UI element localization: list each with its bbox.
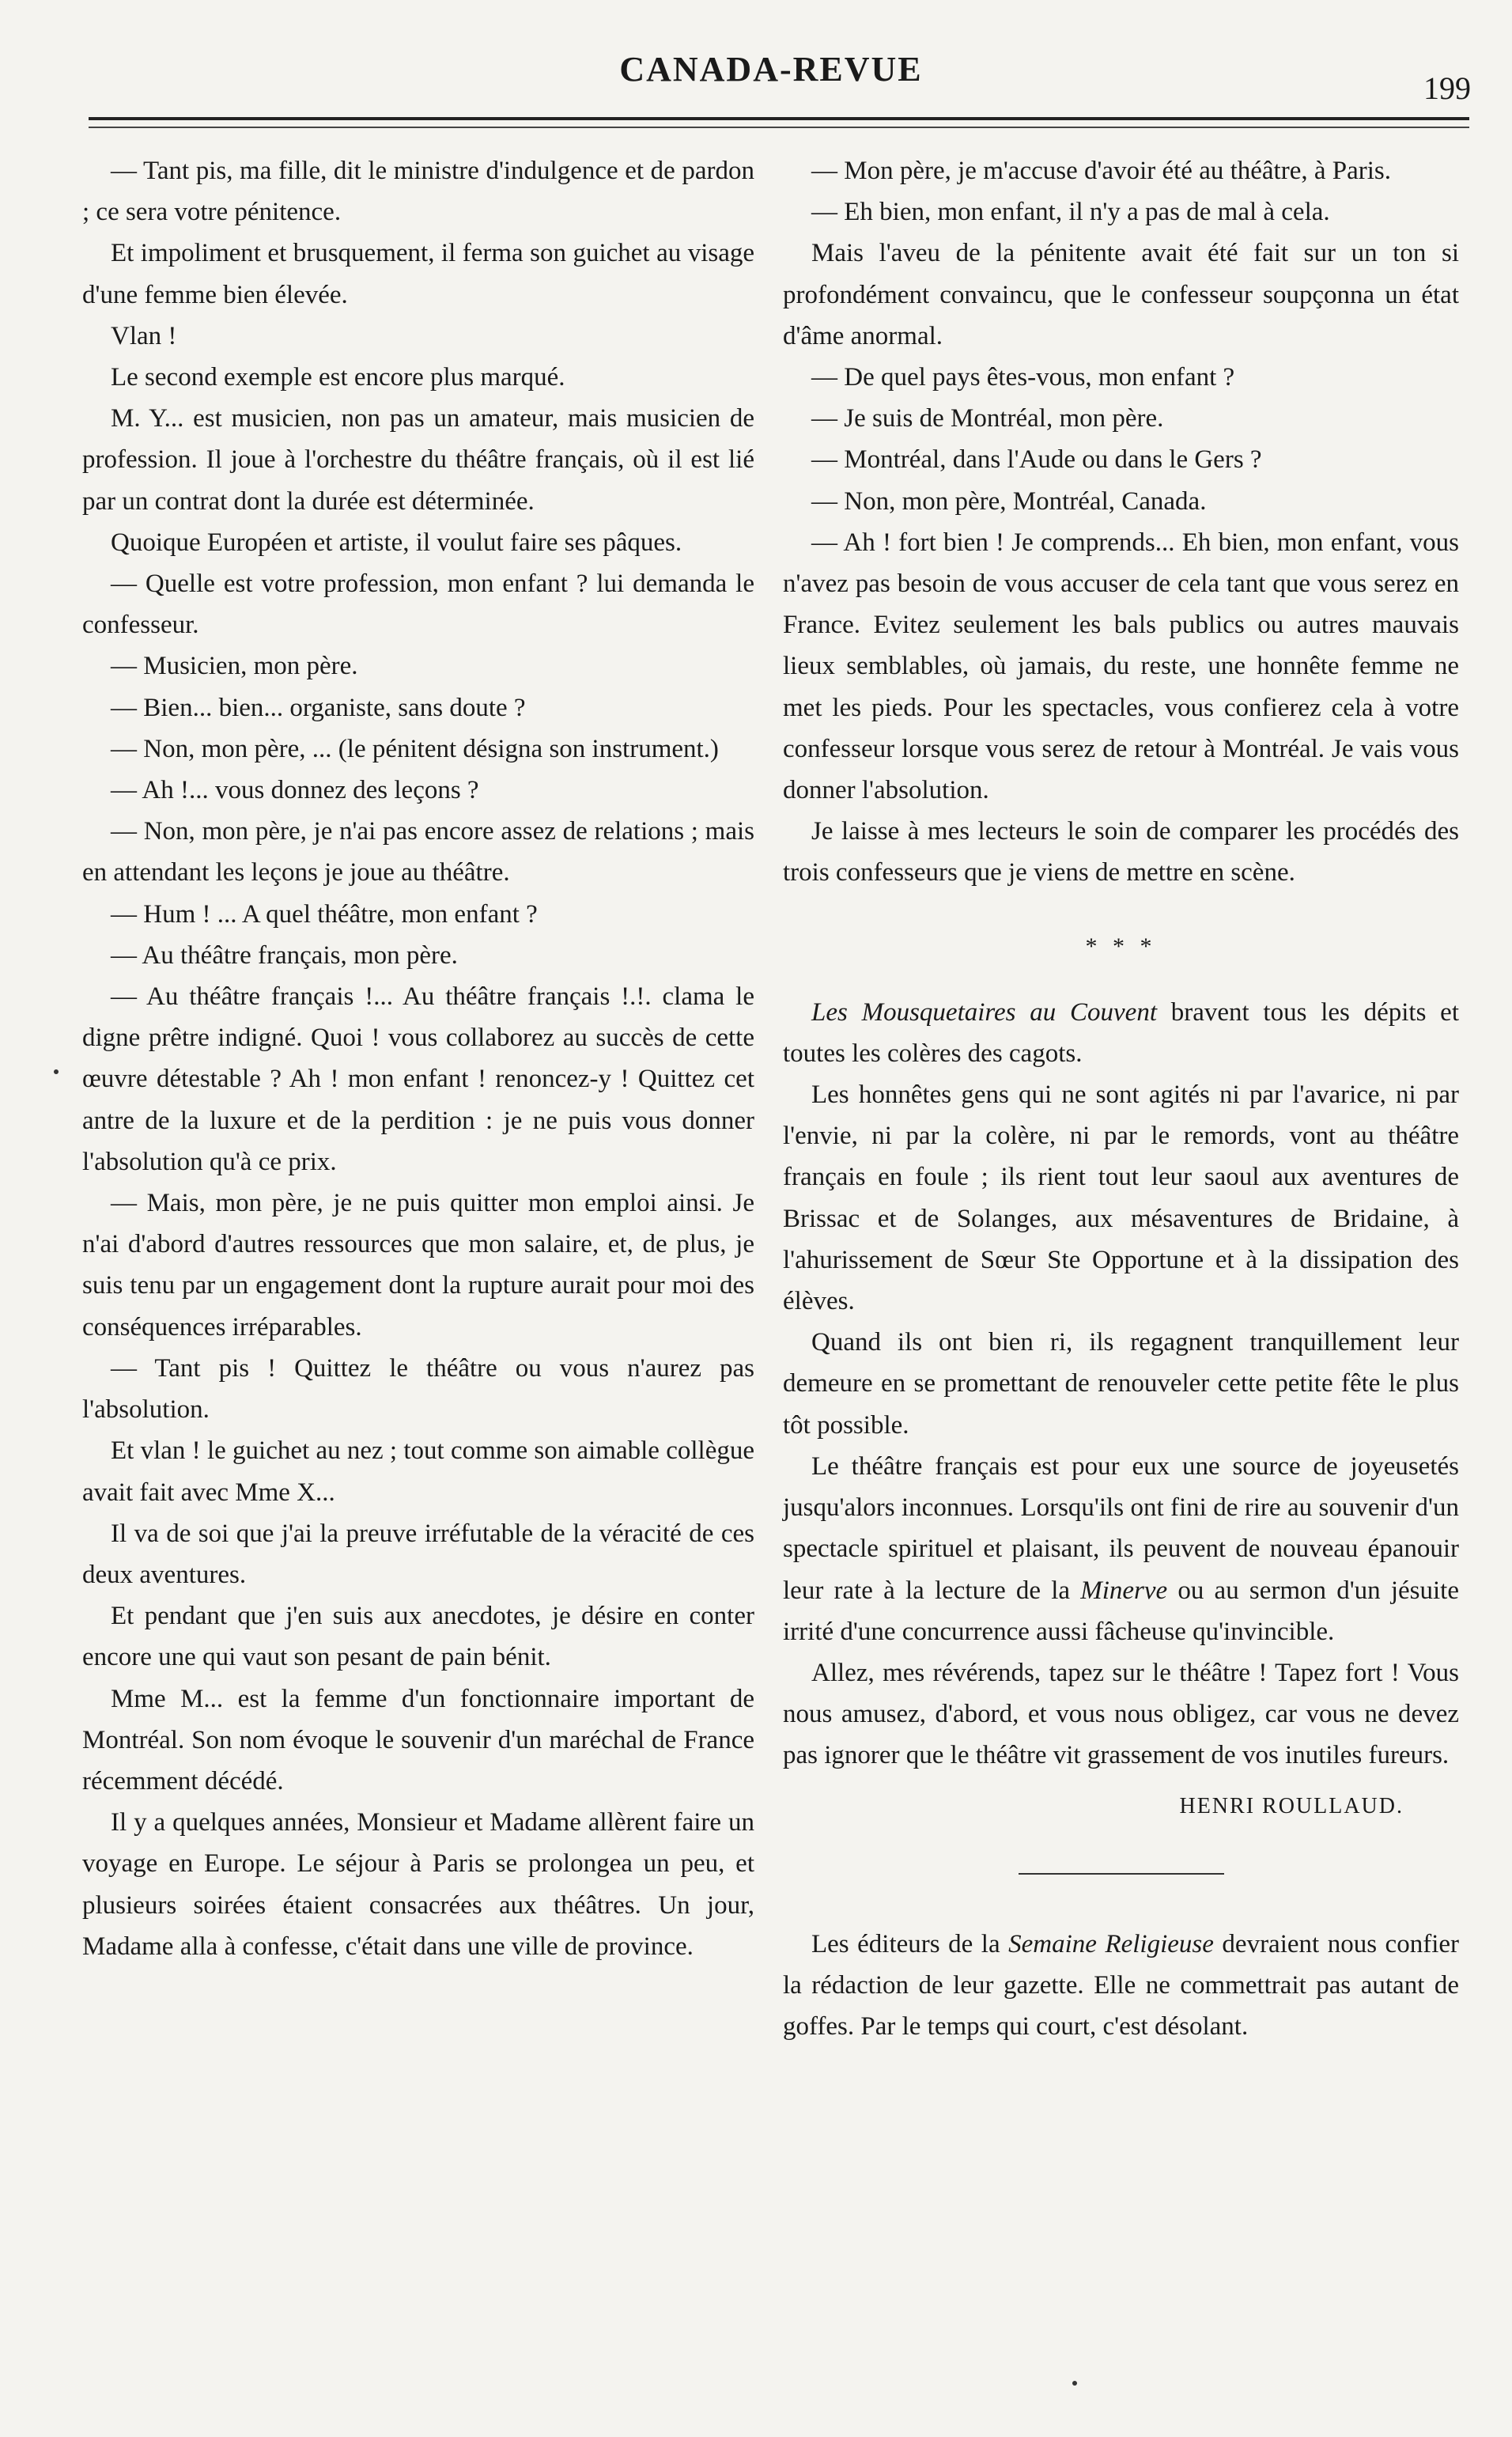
print-speck — [54, 1069, 59, 1074]
paragraph: — Non, mon père, Montréal, Canada. — [811, 486, 1207, 516]
paragraph: — Au théâtre français !... Au théâtre français !.!. clama le digne prêtre indigné. Quoi ! vous collaborez au succès de cette œuvre détestable ? Ah ! mon enfant ! renoncez-y ! Quittez cet antre de la luxure et de la perdition : je ne puis vous donner l'absolution qu'à ce prix. — [82, 982, 754, 1176]
paragraph: Mme M... est la femme d'un fonctionnaire important de Montréal. Son nom évoque le souvenir d'un maréchal de France récemment décédé. — [82, 1684, 754, 1796]
paragraph: Mais l'aveu de la pénitente avait été fait sur un ton si profondément convaincu, que le confesseur soupçonna un état d'âme anormal. — [783, 239, 1459, 350]
paragraph: Et vlan ! le guichet au nez ; tout comme son aimable collègue avait fait avec Mme X... — [82, 1436, 754, 1507]
paragraph: Les honnêtes gens qui ne sont agités ni par l'avarice, ni par l'envie, ni par la colère, ni par le remords, vont au théâtre français en foule ; ils rient tout leur saoul aux aventures de Brissac et de Solanges, aux mésaventures de Bridaine, à l'ahurissement de Sœur Ste Opportune et à la dissipation des élèves. — [783, 1080, 1459, 1316]
print-speck — [1072, 2381, 1077, 2386]
header-rule — [89, 117, 1469, 120]
page-number: 199 — [1423, 70, 1471, 106]
paragraph-text: Le théâtre français est pour eux une source de joyeusetés jusqu'alors inconnues. Lorsqu'ils ont fini de rire au souvenir d'un spectacle spirituel et plaisant, ils peuvent de nouveau épanouir leur rate à la lecture de la — [783, 1451, 1459, 1605]
paragraph: — Montréal, dans l'Aude ou dans le Gers ? — [811, 445, 1262, 475]
paragraph-text: bravent tous les dépits et toutes les colères des cagots. — [783, 997, 1459, 1068]
paragraph-text: Les éditeurs de la — [811, 1929, 1009, 1958]
paragraph: — Musicien, mon père. — [111, 652, 358, 681]
paragraph: — Au théâtre français, mon père. — [111, 940, 458, 970]
paragraph: — Tant pis ! Quittez le théâtre ou vous n'aurez pas l'absolution. — [82, 1353, 754, 1425]
paragraph: — Non, mon père, ... (le pénitent désigna son instrument.) — [111, 734, 719, 763]
paragraph: Il va de soi que j'ai la preuve irréfutable de la véracité de ces deux aventures. — [82, 1519, 754, 1589]
page-header — [71, 49, 1471, 106]
paragraph: Allez, mes révérends, tapez sur le théâtre ! Tapez fort ! Vous nous amusez, d'abord, et vous nous obligez, car vous ne devez pas ignorer que le théâtre vit grassement de vos inutiles fureurs. — [783, 1658, 1459, 1770]
paragraph: Et impoliment et brusquement, il ferma son guichet au visage d'une femme bien élevée. — [82, 239, 754, 309]
paragraph: — Mon père, je m'accuse d'avoir été au théâtre, à Paris. — [811, 157, 1392, 185]
paragraph: — Bien... bien... organiste, sans doute ? — [111, 693, 526, 722]
paragraph: Quoique Européen et artiste, il voulut faire ses pâques. — [111, 528, 682, 557]
newspaper-title: Semaine Religieuse — [1008, 1929, 1214, 1958]
paragraph: — Quelle est votre profession, mon enfant ? lui demanda le confesseur. — [82, 570, 754, 640]
paragraph: — Mais, mon père, je ne puis quitter mon emploi ainsi. Je n'ai d'abord d'autres ressources que mon salaire, et, de plus, je suis tenu par un engagement dont la rupture aurait pour moi des conséquences irréparables. — [82, 1189, 754, 1341]
header-rule-thin — [89, 127, 1469, 128]
play-title: Les Mousquetaires au Couvent — [811, 997, 1157, 1027]
journal-title: CANADA-REVUE — [619, 50, 923, 89]
left-column — [82, 150, 754, 1967]
paragraph: — Non, mon père, je n'ai pas encore assez de relations ; mais en attendant les leçons je joue au théâtre. — [82, 817, 754, 887]
paragraph: M. Y... est musicien, non pas un amateur, mais musicien de profession. Il joue à l'orchestre du théâtre français, où il est lié par un contrat dont la durée est déterminée. — [82, 404, 754, 516]
paragraph: — Ah !... vous donnez des leçons ? — [111, 776, 479, 805]
right-column — [783, 150, 1459, 2047]
paragraph: Vlan ! — [111, 321, 177, 350]
newspaper-title: Minerve — [1080, 1576, 1168, 1605]
paragraph: — Je suis de Montréal, mon père. — [811, 404, 1164, 433]
paragraph: Et pendant que j'en suis aux anecdotes, je désire en conter encore une qui vaut son pesant de pain bénit. — [82, 1602, 754, 1672]
paragraph — [783, 1446, 1459, 1652]
paragraph — [783, 1924, 1459, 2048]
asterism-separator: * * * — [1085, 933, 1157, 959]
paragraph: — Tant pis, ma fille, dit le ministre d'indulgence et de pardon ; ce sera votre pénitence. — [82, 157, 754, 227]
paragraph — [783, 992, 1459, 1074]
author-signature: HENRI ROULLAUD. — [1179, 1793, 1404, 1818]
paragraph: Je laisse à mes lecteurs le soin de comparer les procédés des trois confesseurs que je viens de mettre en scène. — [783, 817, 1459, 887]
paragraph: — Hum ! ... A quel théâtre, mon enfant ? — [111, 899, 538, 929]
paragraph: — Eh bien, mon enfant, il n'y a pas de mal à cela. — [811, 198, 1330, 227]
paragraph-text: ou au sermon d'un jésuite irrité d'une concurrence aussi fâcheuse qu'invincible. — [783, 1576, 1459, 1646]
paragraph: Quand ils ont bien ri, ils regagnent tranquillement leur demeure en se promettant de renouveler cette petite fête le plus tôt possible. — [783, 1328, 1459, 1440]
paragraph: — Ah ! fort bien ! Je comprends... Eh bien, mon enfant, vous n'avez pas besoin de vous accuser de cela tant que vous serez en France. Evitez seulement les bals publics ou autres mauvais lieux semblables, où jamais, du reste, une honnête femme ne met les pieds. Pour les spectacles, vous confierez cela à votre confesseur lorsque vous serez de retour à Montréal. Je vais vous donner l'absolution. — [783, 528, 1459, 805]
paragraph: — De quel pays êtes-vous, mon enfant ? — [811, 363, 1235, 392]
paragraph-text: devraient nous confier la rédaction de leur gazette. Elle ne commettrait pas autant de goffes. Par le temps qui court, c'est désolant. — [783, 1929, 1459, 2041]
paragraph: Le second exemple est encore plus marqué. — [111, 363, 565, 392]
section-divider — [1019, 1873, 1224, 1875]
paragraph: Il y a quelques années, Monsieur et Madame allèrent faire un voyage en Europe. Le séjour à Paris se prolongea un peu, et plusieurs soirées étaient consacrées aux théâtres. Un jour, Madame alla à confesse, c'était dans une ville de province. — [82, 1808, 754, 1961]
